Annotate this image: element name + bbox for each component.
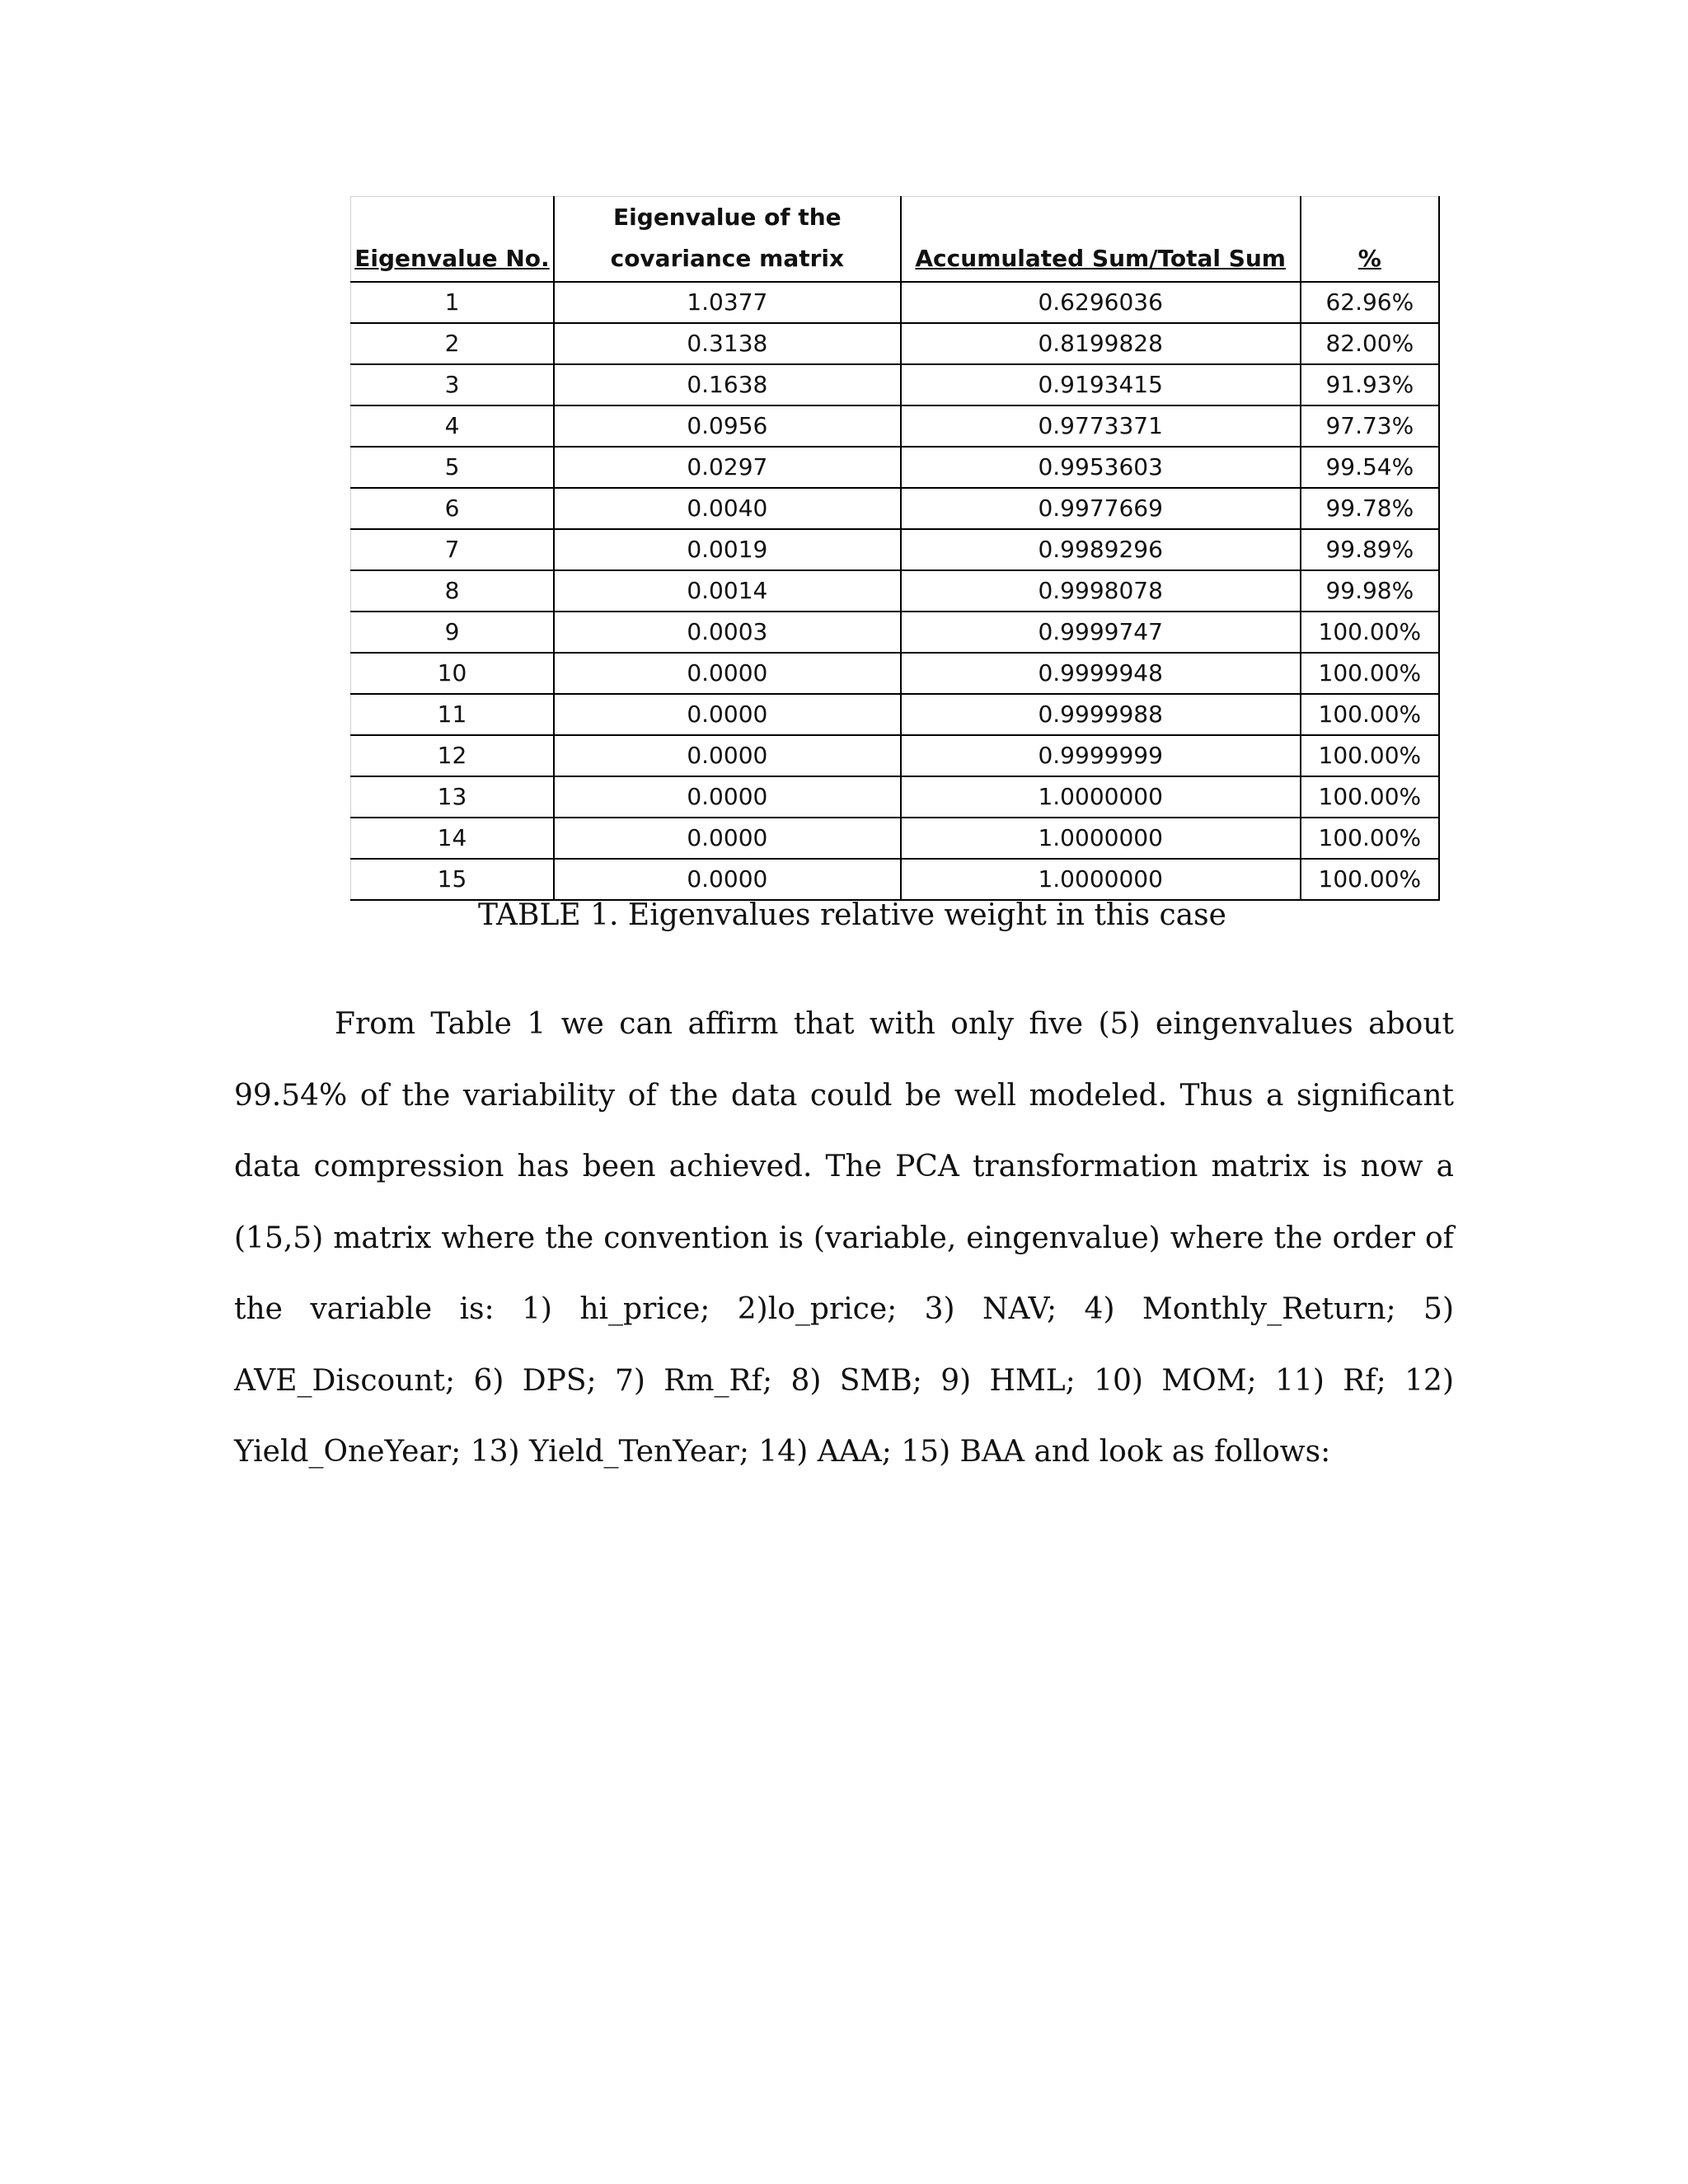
cell-percent: 100.00% [1301, 694, 1439, 735]
cell-accumulated-sum: 0.9953603 [901, 447, 1301, 488]
cell-eigenvalue-no: 15 [351, 859, 554, 900]
table-row [351, 282, 1440, 323]
cell-eigenvalue: 0.0014 [554, 570, 901, 612]
cell-percent: 62.96% [1301, 282, 1439, 323]
cell-eigenvalue: 0.1638 [554, 364, 901, 405]
table-row [351, 323, 1440, 364]
table-row [351, 818, 1440, 859]
eigenvalue-table [350, 196, 1440, 901]
cell-eigenvalue-no: 14 [351, 818, 554, 859]
cell-percent: 100.00% [1301, 859, 1439, 900]
cell-eigenvalue-no: 6 [351, 488, 554, 529]
table-row [351, 694, 1440, 735]
header-eigenvalue-covariance-label: Eigenvalue of the covariance matrix [610, 204, 845, 272]
body-paragraph: From Table 1 we can affirm that with only five (5) eingenvalues about 99.54% of the variability of the data could be well modeled. Thus a significant data compression has been achieved. The PCA transformation matrix is now a (15,5) matrix where the convention is (variable, eingenvalue) where the order of the variable is: 1) hi_price; 2)lo_price; 3) NAV; 4) Monthly_Return; 5) AVE_Discount; 6) DPS; 7) Rm_Rf; 8) SMB; 9) HML; 10) MOM; 11) Rf; 12) Yield_OneYear; 13) Yield_TenYear; 14) AAA; 15) BAA and look as follows: [234, 1007, 1454, 1469]
cell-eigenvalue-no: 10 [351, 653, 554, 694]
eigenvalue-table-container [350, 196, 1440, 901]
cell-accumulated-sum: 0.9989296 [901, 529, 1301, 570]
cell-percent: 100.00% [1301, 612, 1439, 653]
header-eigenvalue-covariance [554, 197, 901, 283]
cell-eigenvalue-no: 8 [351, 570, 554, 612]
header-percent: % [1301, 197, 1439, 283]
cell-accumulated-sum: 0.6296036 [901, 282, 1301, 323]
cell-eigenvalue-no: 4 [351, 405, 554, 447]
header-accumulated-sum: Accumulated Sum/Total Sum [901, 197, 1301, 283]
cell-percent: 99.98% [1301, 570, 1439, 612]
cell-eigenvalue: 1.0377 [554, 282, 901, 323]
cell-accumulated-sum: 0.9773371 [901, 405, 1301, 447]
cell-eigenvalue: 0.0019 [554, 529, 901, 570]
cell-eigenvalue-no: 11 [351, 694, 554, 735]
header-eigenvalue-no: Eigenvalue No. [351, 197, 554, 283]
cell-eigenvalue: 0.0000 [554, 694, 901, 735]
cell-eigenvalue-no: 2 [351, 323, 554, 364]
cell-percent: 100.00% [1301, 818, 1439, 859]
table-row [351, 364, 1440, 405]
cell-percent: 100.00% [1301, 653, 1439, 694]
cell-percent: 82.00% [1301, 323, 1439, 364]
cell-eigenvalue-no: 3 [351, 364, 554, 405]
cell-accumulated-sum: 0.8199828 [901, 323, 1301, 364]
table-row [351, 529, 1440, 570]
table-row [351, 570, 1440, 612]
cell-eigenvalue-no: 12 [351, 735, 554, 776]
cell-percent: 99.78% [1301, 488, 1439, 529]
cell-accumulated-sum: 0.9999988 [901, 694, 1301, 735]
cell-eigenvalue: 0.0000 [554, 735, 901, 776]
cell-accumulated-sum: 0.9999948 [901, 653, 1301, 694]
cell-eigenvalue: 0.3138 [554, 323, 901, 364]
cell-eigenvalue-no: 5 [351, 447, 554, 488]
cell-eigenvalue: 0.0297 [554, 447, 901, 488]
cell-accumulated-sum: 0.9999747 [901, 612, 1301, 653]
cell-percent: 100.00% [1301, 776, 1439, 818]
table-header-row [351, 197, 1440, 283]
table-row [351, 488, 1440, 529]
cell-accumulated-sum: 1.0000000 [901, 859, 1301, 900]
cell-accumulated-sum: 0.9977669 [901, 488, 1301, 529]
cell-accumulated-sum: 1.0000000 [901, 776, 1301, 818]
cell-eigenvalue: 0.0000 [554, 776, 901, 818]
cell-accumulated-sum: 0.9998078 [901, 570, 1301, 612]
cell-eigenvalue: 0.0000 [554, 818, 901, 859]
cell-eigenvalue: 0.0000 [554, 653, 901, 694]
table-row [351, 776, 1440, 818]
table-row [351, 653, 1440, 694]
cell-percent: 91.93% [1301, 364, 1439, 405]
cell-percent: 99.54% [1301, 447, 1439, 488]
cell-eigenvalue: 0.0003 [554, 612, 901, 653]
table-row [351, 859, 1440, 900]
cell-eigenvalue-no: 9 [351, 612, 554, 653]
table-row [351, 735, 1440, 776]
cell-percent: 97.73% [1301, 405, 1439, 447]
cell-eigenvalue-no: 7 [351, 529, 554, 570]
cell-eigenvalue-no: 1 [351, 282, 554, 323]
cell-accumulated-sum: 0.9999999 [901, 735, 1301, 776]
cell-eigenvalue-no: 13 [351, 776, 554, 818]
table-row [351, 612, 1440, 653]
table-row [351, 447, 1440, 488]
table-body [351, 282, 1440, 900]
cell-accumulated-sum: 0.9193415 [901, 364, 1301, 405]
cell-accumulated-sum: 1.0000000 [901, 818, 1301, 859]
cell-eigenvalue: 0.0956 [554, 405, 901, 447]
cell-eigenvalue: 0.0040 [554, 488, 901, 529]
cell-percent: 100.00% [1301, 735, 1439, 776]
cell-percent: 99.89% [1301, 529, 1439, 570]
cell-eigenvalue: 0.0000 [554, 859, 901, 900]
table-caption: TABLE 1. Eigenvalues relative weight in this case [478, 898, 1226, 932]
table-row [351, 405, 1440, 447]
